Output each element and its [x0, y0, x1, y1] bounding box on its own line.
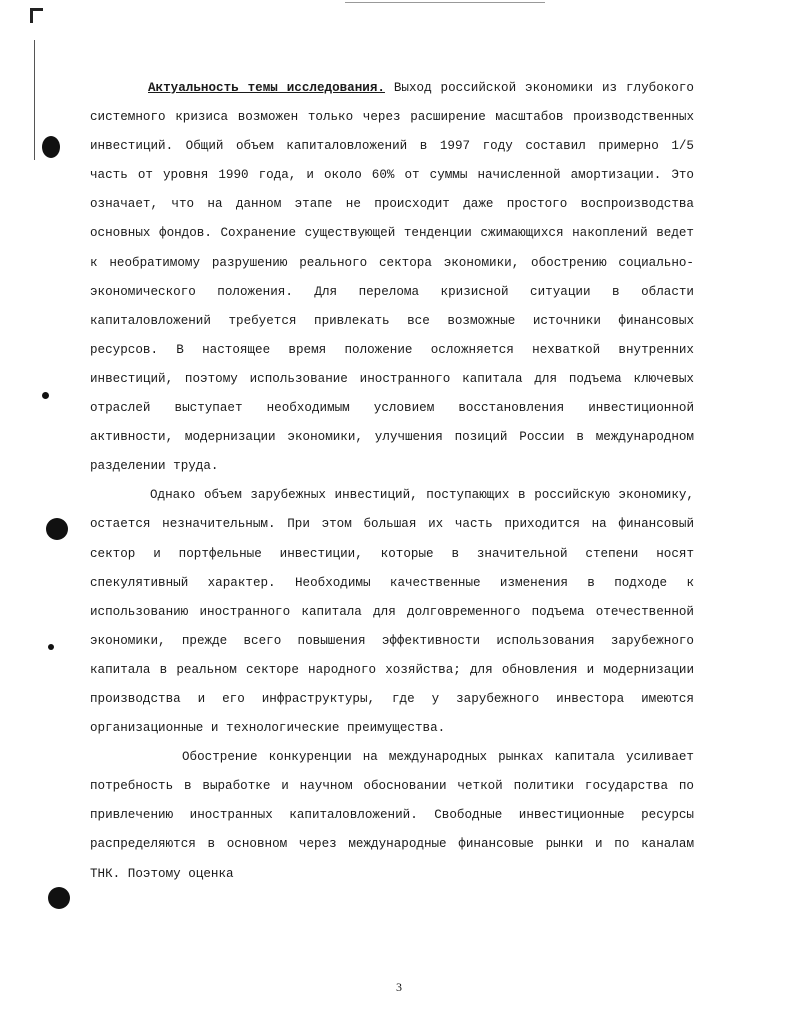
- paragraph: Однако объем зарубежных инвестиций, поступающих в российскую экономику, остается незначительным. При этом большая их часть приходится на финансовый сектор и портфельные инвестиции, которые в значительной степени носят спекулятивный характер. Необходимы качественные изменения в подходе к использованию иностранного капитала для долговременного подъема отечественной экономики, прежде всего повышения эффективности использования зарубежного капитала в реальном секторе народного хозяйства; для обновления и модернизации производства и его инфраструктуры, где у зарубежного инвестора имеются организационные и технологические преимущества.: [90, 488, 694, 736]
- binder-hole-mark: [42, 136, 60, 158]
- section-heading: Актуальность темы исследования.: [148, 81, 385, 95]
- paragraph-text: Выход российской экономики из глубокого системного кризиса возможен только через расширение масштабов производственных инвестиций. Общий объем капиталовложений в 1997 году составил примерно 1/5 часть от уровня 1990 года, и около 60% от суммы начисленной амортизации. Это означает, что на данном этапе не происходит даже простого воспроизводства основных фондов. Сохранение существующей тенденции сжимающихся накоплений ведет к необратимому разрушению реального сектора экономики, обострению социально-экономического положения. Для перелома кризисной ситуации в области капиталовложений требуется привлекать все возможные источники финансовых ресурсов. В настоящее время положение осложняется нехваткой внутренних инвестиций, поэтому использование иностранного капитала для подъема ключевых отраслей выступает необходимым условием восстановления инвестиционной активности, модернизации экономики, улучшения позиций России в международном разделении труда.: [90, 81, 694, 474]
- scan-edge-line: [34, 40, 35, 160]
- paragraph: Обострение конкуренции на международных рынках капитала усиливает потребность в выработке и научном обосновании четкой политики государства по привлечению иностранных капиталовложений. Свободные инвестиционные ресурсы распределяются в основном через международные финансовые рынки и по каналам ТНК. Поэтому оценка: [90, 750, 694, 881]
- page-number: 3: [396, 980, 402, 994]
- binder-hole-mark: [46, 518, 68, 540]
- scan-top-dash: [345, 2, 545, 3]
- binder-hole-mark: [48, 644, 54, 650]
- paragraph-relevance: [90, 74, 694, 481]
- binder-hole-mark: [42, 392, 49, 399]
- binder-hole-mark: [48, 887, 70, 909]
- body-text: [90, 74, 694, 889]
- scan-corner-mark: [30, 8, 43, 23]
